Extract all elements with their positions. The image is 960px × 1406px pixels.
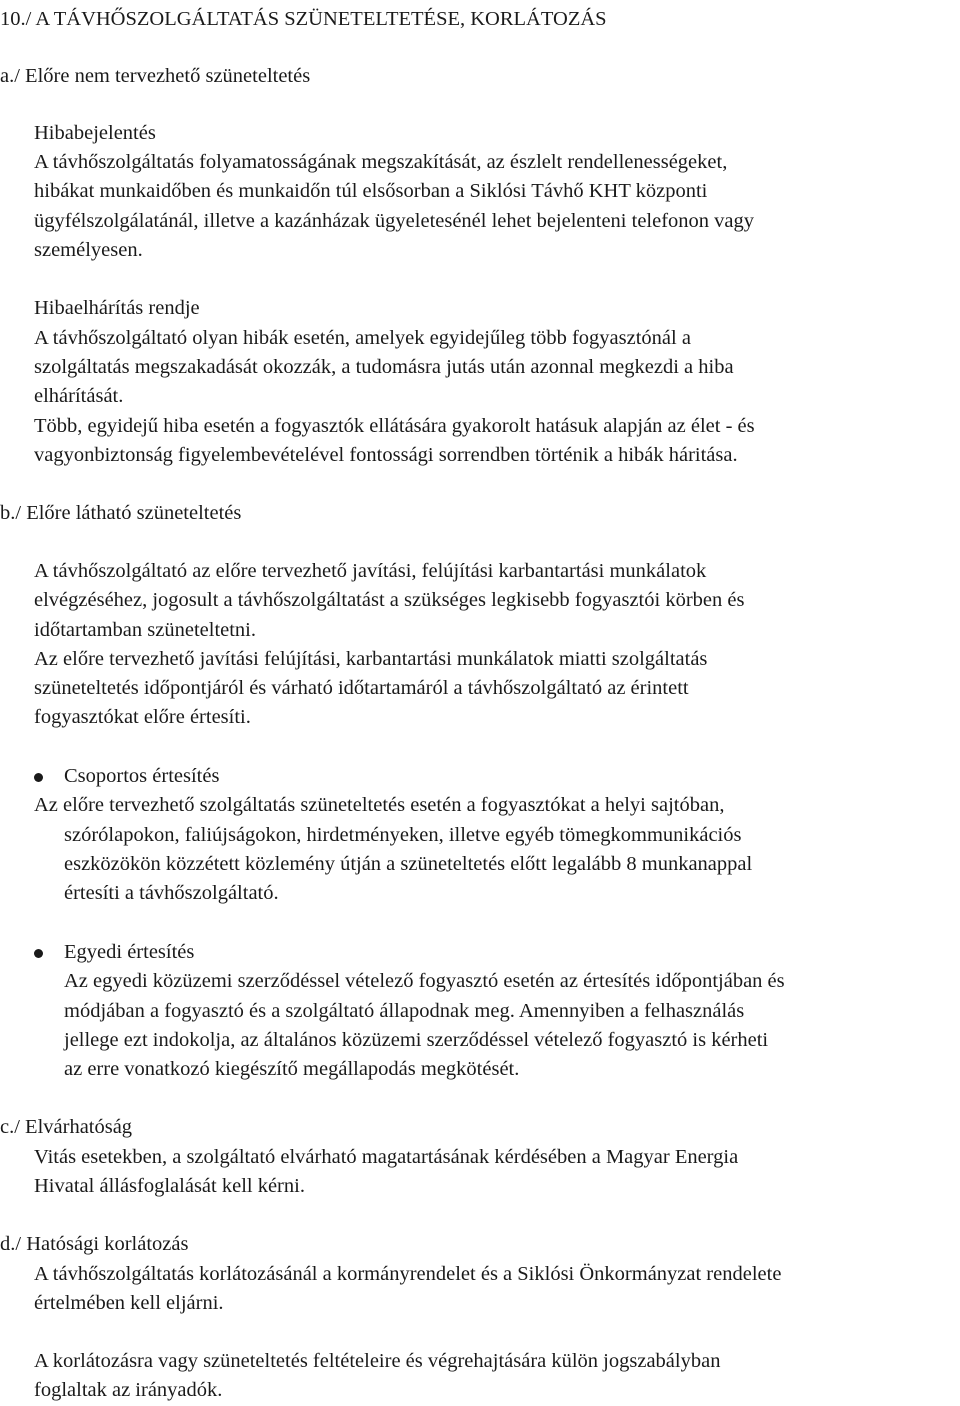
section-c-heading: c./ Elvárhatóság bbox=[0, 1116, 133, 1138]
paragraph-line: A korlátozásra vagy szüneteltetés feltételeire és végrehajtására külön jogszabályban bbox=[34, 1350, 721, 1372]
paragraph-line: Az előre tervezhető szolgáltatás szüneteltetés esetén a fogyasztókat a helyi sajtóban, bbox=[34, 794, 725, 816]
paragraph-line: értelmében kell eljárni. bbox=[34, 1292, 224, 1314]
paragraph-line: Hivatal állásfoglalását kell kérni. bbox=[34, 1175, 305, 1197]
paragraph-line: foglaltak az irányadók. bbox=[34, 1379, 223, 1401]
hibabejelentes-heading: Hibabejelentés bbox=[34, 122, 156, 144]
paragraph-line: az erre vonatkozó kiegészítő megállapodás megkötését. bbox=[64, 1058, 520, 1080]
section-b-heading: b./ Előre látható szüneteltetés bbox=[0, 502, 242, 524]
paragraph-line: jellege ezt indokolja, az általános közüzemi szerződéssel vételező fogyasztó is kérheti bbox=[64, 1029, 769, 1051]
bullet-icon bbox=[34, 949, 43, 958]
bullet-icon bbox=[34, 773, 43, 782]
paragraph-line: értesíti a távhőszolgáltató. bbox=[64, 882, 279, 904]
paragraph-line: ügyfélszolgálatánál, illetve a kazánházak ügyeletesénél lehet bejelenteni telefonon vagy bbox=[34, 210, 755, 232]
paragraph-line: szórólapokon, faliújságokon, hirdetményeken, illetve egyéb tömegkommunikációs bbox=[64, 824, 742, 846]
paragraph-line: eszközökön közzétett közlemény útján a szüneteltetés előtt legalább 8 munkanappal bbox=[64, 853, 753, 875]
section-d-heading: d./ Hatósági korlátozás bbox=[0, 1233, 189, 1255]
paragraph-line: hibákat munkaidőben és munkaidőn túl elsősorban a Siklósi Távhő KHT központi bbox=[34, 180, 708, 202]
paragraph-line: módjában a fogyasztó és a szolgáltató állapodnak meg. Amennyiben a felhasználás bbox=[64, 1000, 745, 1022]
paragraph-line: A távhőszolgáltatás korlátozásánál a kormányrendelet és a Siklósi Önkormányzat rendelete bbox=[34, 1263, 782, 1285]
paragraph-line: időtartamban szüneteltetni. bbox=[34, 619, 257, 641]
paragraph-line: A távhőszolgáltató az előre tervezhető javítási, felújítási karbantartási munkálatok bbox=[34, 560, 707, 582]
paragraph-line: Az egyedi közüzemi szerződéssel vételező fogyasztó esetén az értesítés időpontjában és bbox=[64, 970, 785, 992]
csoportos-ertesites-heading: Csoportos értesítés bbox=[64, 765, 220, 787]
paragraph-line: A távhőszolgáltató olyan hibák esetén, amelyek egyidejűleg több fogyasztónál a bbox=[34, 327, 691, 349]
document-title: 10./ A TÁVHŐSZOLGÁLTATÁS SZÜNETELTETÉSE, KORLÁTOZÁS bbox=[0, 8, 607, 30]
paragraph-line: Több, egyidejű hiba esetén a fogyasztók ellátására gyakorolt hatásuk alapján az élet - és bbox=[34, 415, 755, 437]
section-a-heading: a./ Előre nem tervezhető szüneteltetés bbox=[0, 65, 311, 87]
hibaelharitas-heading: Hibaelhárítás rendje bbox=[34, 297, 200, 319]
paragraph-line: szüneteltetés időpontjáról és várható időtartamáról a távhőszolgáltató az érintett bbox=[34, 677, 689, 699]
paragraph-line: vagyonbiztonság figyelembevételével fontossági sorrendben történik a hibák háritása. bbox=[34, 444, 738, 466]
paragraph-line: szolgáltatás megszakadását okozzák, a tudomásra jutás után azonnal megkezdi a hiba bbox=[34, 356, 734, 378]
paragraph-line: fogyasztókat előre értesíti. bbox=[34, 706, 251, 728]
paragraph-line: Az előre tervezhető javítási felújítási, karbantartási munkálatok miatti szolgáltatás bbox=[34, 648, 708, 670]
paragraph-line: elhárítását. bbox=[34, 385, 124, 407]
paragraph-line: személyesen. bbox=[34, 239, 143, 261]
egyedi-ertesites-heading: Egyedi értesítés bbox=[64, 941, 195, 963]
paragraph-line: A távhőszolgáltatás folyamatosságának megszakítását, az észlelt rendellenességeket, bbox=[34, 151, 728, 173]
paragraph-line: Vitás esetekben, a szolgáltató elvárható magatartásának kérdésében a Magyar Energia bbox=[34, 1146, 739, 1168]
paragraph-line: elvégzéséhez, jogosult a távhőszolgáltatást a szükséges legkisebb fogyasztói körben és bbox=[34, 589, 745, 611]
